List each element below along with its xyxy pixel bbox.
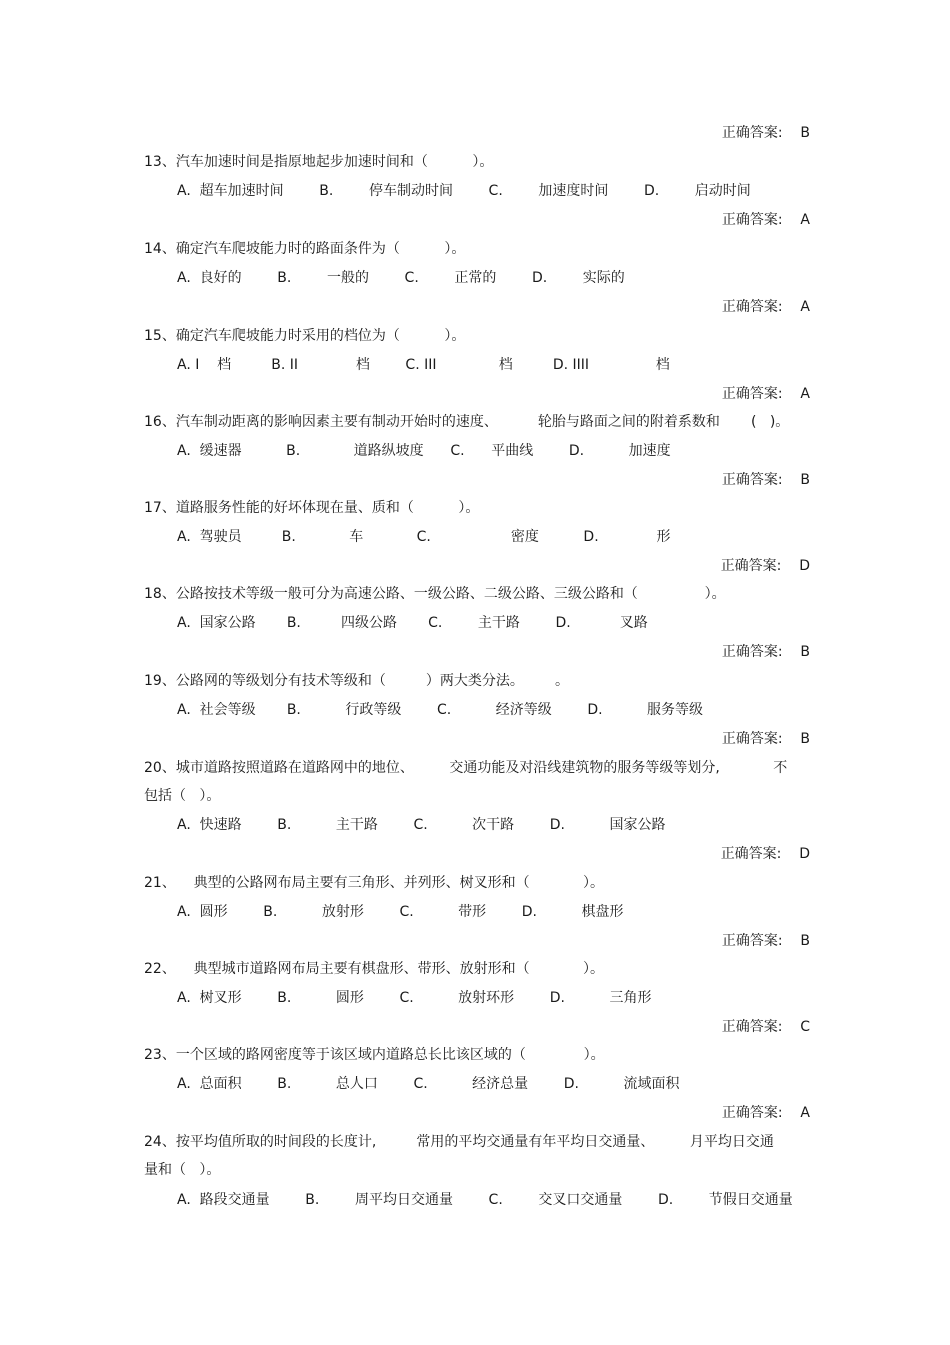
question-line: 23、一个区域的路网密度等于该区域内道路总长比该区域的（ ）。 (144, 1047, 605, 1063)
options-line: A. 快速路 B. 主干路 C. 次干路 D. 国家公路 (177, 817, 666, 833)
question-line: 22、 典型城市道路网布局主要有棋盘形、带形、放射形和（ ）。 (144, 961, 605, 977)
options-line: A. 总面积 B. 总人口 C. 经济总量 D. 流域面积 (177, 1076, 680, 1092)
options-line: A. 圆形 B. 放射形 C. 带形 D. 棋盘形 (177, 904, 624, 920)
options-line: A. 路段交通量 B. 周平均日交通量 C. 交叉口交通量 D. 节假日交通量 (177, 1192, 793, 1208)
answer-line: 正确答案: B (721, 644, 810, 660)
question-line: 包括（ ）。 (144, 788, 221, 804)
options-line: A. 超车加速时间 B. 停车制动时间 C. 加速度时间 D. 启动时间 (177, 183, 751, 199)
question-line: 量和（ ）。 (144, 1162, 221, 1178)
options-line: A. 国家公路 B. 四级公路 C. 主干路 D. 叉路 (177, 615, 648, 631)
question-line: 14、确定汽车爬坡能力时的路面条件为（ ）。 (144, 241, 466, 257)
answer-line: 正确答案: B (721, 933, 810, 949)
question-line: 13、汽车加速时间是指原地起步加速时间和（ ）。 (144, 154, 494, 170)
answer-line: 正确答案: D (720, 846, 810, 862)
question-line: 24、按平均值所取的时间段的长度计, 常用的平均交通量有年平均日交通量、 月平均日交通 (144, 1134, 774, 1150)
answer-line: 正确答案: B (721, 125, 810, 141)
answer-line: 正确答案: C (721, 1019, 810, 1035)
answer-line: 正确答案: A (721, 386, 810, 402)
options-line: A. I 档 B. II 档 C. III 档 D. IIII 档 (177, 357, 670, 373)
question-line: 19、公路网的等级划分有技术等级和（ ）两大类分法。 。 (144, 673, 570, 689)
answer-line: 正确答案: B (721, 731, 810, 747)
answer-line: 正确答案: A (721, 299, 810, 315)
answer-line: 正确答案: B (721, 472, 810, 488)
answer-line: 正确答案: A (721, 1105, 810, 1121)
options-line: A. 驾驶员 B. 车 C. 密度 D. 形 (177, 529, 671, 545)
options-line: A. 树叉形 B. 圆形 C. 放射环形 D. 三角形 (177, 990, 652, 1006)
options-line: A. 良好的 B. 一般的 C. 正常的 D. 实际的 (177, 270, 625, 286)
options-line: A. 社会等级 B. 行政等级 C. 经济等级 D. 服务等级 (177, 702, 704, 718)
answer-line: 正确答案: A (721, 212, 810, 228)
question-line: 15、确定汽车爬坡能力时采用的档位为（ ）。 (144, 328, 466, 344)
question-line: 16、汽车制动距离的影响因素主要有制动开始时的速度、 轮胎与路面之间的附着系数和 ( )。 (144, 414, 790, 430)
question-line: 21、 典型的公路网布局主要有三角形、并列形、树叉形和（ ）。 (144, 875, 605, 891)
question-line: 18、公路按技术等级一般可分为高速公路、一级公路、二级公路、三级公路和（ ）。 (144, 586, 726, 602)
question-line: 20、城市道路按照道路在道路网中的地位、 交通功能及对沿线建筑物的服务等级等划分, 不 (144, 760, 788, 776)
question-line: 17、道路服务性能的好坏体现在量、质和（ ）。 (144, 500, 480, 516)
answer-line: 正确答案: D (720, 558, 810, 574)
options-line: A. 缓速器 B. 道路纵坡度 C. 平曲线 D. 加速度 (177, 443, 671, 459)
